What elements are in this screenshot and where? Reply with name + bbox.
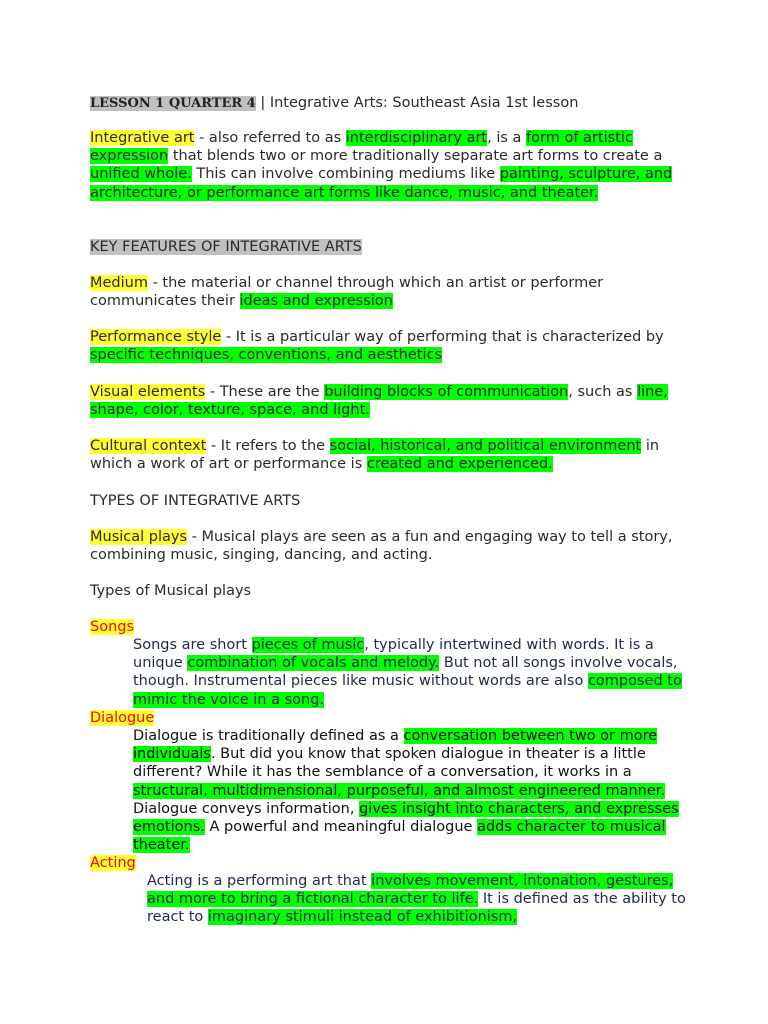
intro-highlight-2: form of artistic expression <box>90 130 633 165</box>
intro-text-2: , is a <box>487 130 527 146</box>
feature-cultural-context <box>90 437 690 473</box>
songs-text-1: Songs are short <box>133 637 252 653</box>
visual-elements-highlight-2: line, shape, color, texture, space, and light. <box>90 384 668 419</box>
songs-paragraph <box>133 636 693 709</box>
dialogue-text-2: . But did you know that spoken dialogue in theater is a little different? While it has the semblance of a conversation, it works in a <box>133 746 646 781</box>
dialogue-highlight-1: conversation between two or more individuals <box>133 728 658 763</box>
musical-plays-text: - Musical plays are seen as a fun and engaging way to tell a story, combining music, singing, dancing, and acting. <box>90 529 673 564</box>
dialogue-highlight-4: adds character to musical theater. <box>133 819 666 854</box>
lesson-header <box>90 94 690 113</box>
dialogue-label: Dialogue <box>90 710 155 726</box>
songs-label: Songs <box>90 619 135 635</box>
visual-elements-term: Visual elements <box>90 384 206 400</box>
visual-elements-highlight-1: building blocks of communication <box>324 384 569 400</box>
dialogue-text-1: Dialogue is traditionally defined as a <box>133 728 404 744</box>
songs-text-3: But not all songs involve vocals, though. Instrumental pieces like music without words are also <box>133 655 678 690</box>
acting-highlight-2: imaginary stimuli instead of exhibitionism, <box>207 909 518 926</box>
performance-style-text: - It is a particular way of performing that is characterized by <box>221 329 664 345</box>
medium-highlight: ideas and expression <box>239 293 393 310</box>
feature-medium <box>90 274 690 310</box>
header-separator: | <box>260 95 266 111</box>
dialogue-label-line <box>90 709 690 727</box>
intro-highlight-1: interdisciplinary art <box>345 130 488 146</box>
visual-elements-text-1: - These are the <box>205 384 325 400</box>
performance-style-term: Performance style <box>90 329 222 345</box>
intro-highlight-3: unified whole. <box>90 166 192 183</box>
intro-text-3: that blends two or more traditionally separate art forms to create a <box>168 148 663 165</box>
songs-highlight-2: combination of vocals and melody. <box>187 655 440 672</box>
cultural-context-text-2: in which a work of art or performance is <box>90 438 660 473</box>
dialogue-highlight-2: structural, multidimensional, purposeful, and almost engineered manner. <box>133 782 666 799</box>
songs-label-line <box>90 618 690 636</box>
dialogue-paragraph <box>133 727 693 854</box>
feature-visual-elements <box>90 383 690 419</box>
intro-paragraph <box>90 129 690 202</box>
acting-text-2: It is defined as the ability to react to <box>147 891 686 926</box>
lesson-title: Integrative Arts: Southeast Asia 1st lesson <box>269 95 579 111</box>
dialogue-highlight-3: gives insight into characters, and expresses emotions. <box>133 800 679 836</box>
musical-plays-paragraph <box>90 528 690 564</box>
songs-highlight-3: composed to mimic the voice in a song. <box>133 673 682 708</box>
dialogue-text-3: Dialogue conveys information, <box>133 800 360 817</box>
acting-text-1: Acting is a performing art that <box>147 873 372 889</box>
cultural-context-term: Cultural context <box>90 438 207 454</box>
acting-highlight-1: involves movement, intonation, gestures, and more to bring a fictional character to life. <box>147 873 674 908</box>
acting-label: Acting <box>90 855 136 871</box>
musical-plays-term: Musical plays <box>90 529 188 545</box>
lesson-label: LESSON 1 QUARTER 4 <box>90 96 256 111</box>
acting-paragraph <box>147 872 692 927</box>
medium-text: - the material or channel through which an artist or performer communicates their <box>90 275 604 310</box>
intro-text-4: This can involve combining mediums like <box>191 166 500 183</box>
musical-plays-subheading: Types of Musical plays <box>90 583 252 599</box>
songs-highlight-1: pieces of music <box>251 637 365 653</box>
intro-term: Integrative art <box>90 130 195 146</box>
cultural-context-highlight-1: social, historical, and political environment <box>329 438 642 454</box>
cultural-context-highlight-2: created and experienced. <box>366 456 553 473</box>
feature-performance-style <box>90 328 690 364</box>
visual-elements-text-2: , such as <box>568 384 638 400</box>
medium-term: Medium <box>90 275 148 291</box>
songs-text-2: , typically intertwined with words. It is a unique <box>133 637 654 672</box>
key-features-heading <box>90 238 690 256</box>
intro-text-1: - also referred to as <box>194 130 346 146</box>
performance-style-highlight: specific techniques, conventions, and aesthetics <box>90 347 443 364</box>
dialogue-text-4: A powerful and meaningful dialogue <box>204 819 478 836</box>
intro-highlight-4: painting, sculpture, and architecture, or performance art forms like dance, music, and theater. <box>90 166 673 201</box>
cultural-context-text-1: - It refers to the <box>206 438 330 454</box>
acting-label-line <box>90 854 690 872</box>
types-heading: TYPES OF INTEGRATIVE ARTS <box>90 493 301 509</box>
key-features-heading-text: KEY FEATURES OF INTEGRATIVE ARTS <box>90 239 362 255</box>
